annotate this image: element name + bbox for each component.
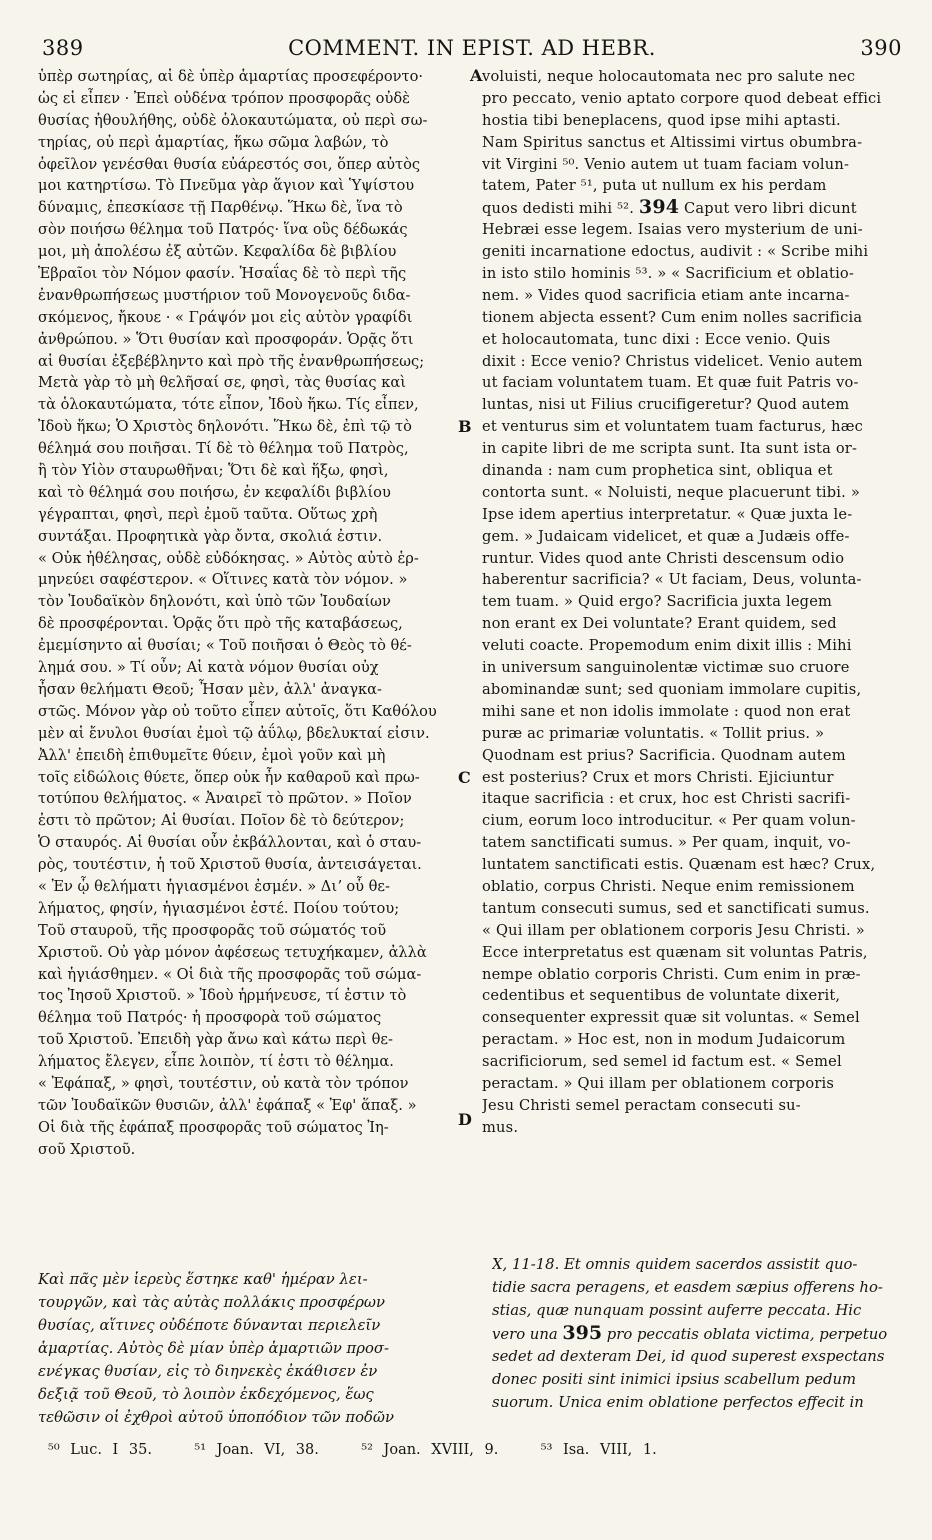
latin-line: Ipse idem apertius interpretatur. « Quæ juxta le- [482, 505, 853, 523]
latin-line: dixit : Ecce venio? Christus videlicet. Venio autem [482, 352, 863, 370]
latin-line: tatem, Pater ⁵¹, puta ut nullum ex his perdam [482, 177, 827, 195]
latin-line: in isto stilo hominis ⁵³. » « Sacrificium et oblatio- [482, 265, 855, 283]
latin-line: tionem abjecta essent? Cum enim nolles sacrificia [482, 308, 863, 326]
latin-line: abominandæ sunt; sed quoniam immolare cupitis, [482, 680, 862, 698]
greek-line: δύναμις, ἐπεσκίασε τῇ Παρθένῳ. Ἥκω δὲ, ἵνα τὸ [38, 199, 403, 217]
greek-line: σκόμενος, ἤκουε · « Γράψόν μοι εἰς αὐτὸν γραφίδι [38, 308, 413, 326]
greek-line: « Ἐφάπαξ, » φησὶ, τουτέστιν, οὐ κατὰ τὸν τρόπον [38, 1074, 409, 1092]
latin-verse-block [492, 1253, 902, 1414]
latin-verse-line: stias, quæ nunquam possint auferre peccata. Hic [492, 1302, 862, 1319]
latin-verse-line: tidie sacra peragens, et easdem sæpius offerens ho- [492, 1279, 883, 1296]
latin-line: oblatio, corpus Christi. Neque enim remissionem [482, 877, 855, 895]
greek-line: τος Ἰησοῦ Χριστοῦ. » Ἰδοὺ ἡρμήνευσε, τί ἐστιν τὸ [38, 987, 407, 1005]
greek-line: ρὸς, τουτέστιν, ἡ τοῦ Χριστοῦ θυσία, ἀντεισάγεται. [38, 856, 422, 874]
latin-line: itaque sacrificia : et crux, hoc est Christi sacrifi- [482, 790, 851, 808]
latin-verse-line: X, 11-18. Et omnis quidem sacerdos assistit quo- [492, 1256, 858, 1273]
latin-line: cedentibus et sequentibus de voluntate dixerit, [482, 987, 841, 1005]
latin-line: veluti coacte. Propemodum enim dixit illis : Mihi [482, 637, 852, 655]
greek-line: τῶν Ἰουδαϊκῶν θυσιῶν, ἀλλ' ἐφάπαξ « Ἐφ' ἅπαξ. » [38, 1096, 417, 1114]
latin-verse-line [492, 1322, 902, 1345]
margin-letter-d: D [458, 1110, 472, 1129]
margin-letter-c: C [458, 768, 471, 787]
page-header [42, 36, 902, 70]
greek-line: Τοῦ σταυροῦ, τῆς προσφορᾶς τοῦ σώματός τοῦ [38, 921, 387, 939]
greek-line: λήματος ἔλεγεν, εἶπε λοιπὸν, τί ἐστι τὸ θέλημα. [38, 1053, 394, 1071]
greek-verse-line: ἁμαρτίας. Αὐτὸς δὲ μίαν ὑπὲρ ἁμαρτιῶν προσ- [38, 1340, 389, 1357]
greek-line: Ἀλλ' ἐπειδὴ ἐπιθυμεῖτε θύειν, ἐμοὶ γοῦν καὶ μὴ [38, 746, 386, 764]
latin-text: quos dedisti mihi ⁵². [482, 200, 635, 218]
footnote: ⁵¹ Joan. VI, 38. [194, 1442, 319, 1458]
latin-line: tem tuam. » Quid ergo? Sacrificia juxta legem [482, 593, 833, 611]
greek-line: ἦσαν θελήματι Θεοῦ; Ἦσαν μὲν, ἀλλ' ἀναγκα- [38, 680, 382, 698]
greek-line: καὶ τὸ θέλημά σου ποιήσω, ἐν κεφαλίδι βιβλίου [38, 483, 391, 501]
greek-verse-line: Καὶ πᾶς μὲν ἱερεὺς ἕστηκε καθ' ἡμέραν λει- [38, 1271, 368, 1288]
latin-line: « Qui illam per oblationem corporis Jesu Christi. » [482, 921, 865, 939]
latin-verse-line: sedet ad dexteram Dei, id quod superest exspectans [492, 1348, 885, 1365]
greek-line: ἐστι τὸ πρῶτον; Αἱ θυσίαι. Ποῖον δὲ τὸ δεύτερον; [38, 812, 405, 830]
greek-line: τὰ ὁλοκαυτώματα, τότε εἶπον, Ἰδοὺ ἥκω. Τίς εἶπεν, [38, 396, 419, 414]
latin-verse-text: vero una [492, 1326, 558, 1343]
latin-line: Ecce interpretatus est quænam sit voluntas Patris, [482, 943, 868, 961]
greek-line: τὸν Ἰουδαϊκὸν δηλονότι, καὶ ὑπὸ τῶν Ἰουδαίων [38, 593, 391, 611]
greek-line: Ὁ σταυρός. Αἱ θυσίαι οὖν ἐκβάλλονται, καὶ ὁ σταυ- [38, 834, 422, 852]
latin-line: Quodnam est prius? Sacrificia. Quodnam autem [482, 746, 846, 764]
latin-line: ut faciam voluntatem tuam. Et quæ fuit Patris vo- [482, 374, 859, 392]
greek-line: « Ἐν ᾧ θελήματι ἡγιασμένοι ἐσμέν. » Διʼ οὗ θε- [38, 877, 390, 895]
latin-line: tantum consecuti sumus, sed et sanctificati sumus. [482, 899, 870, 917]
latin-line: peractam. » Qui illam per oblationem corporis [482, 1074, 835, 1092]
latin-verse-text: pro peccatis oblata victima, perpetuo [606, 1326, 888, 1343]
latin-line: nem. » Vides quod sacrificia etiam ante incarna- [482, 286, 850, 304]
latin-line: tatem sanctificati sumus. » Per quam, inquit, vo- [482, 834, 851, 852]
footnote: ⁵⁰ Luc. I 35. [48, 1442, 152, 1458]
greek-line: σοῦ Χριστοῦ. [38, 1140, 136, 1158]
running-title: COMMENT. IN EPIST. AD HEBR. [288, 36, 656, 60]
greek-verse-block [38, 1268, 468, 1429]
latin-line: Hebræi esse legem. Isaias vero mysterium de uni- [482, 221, 863, 239]
latin-line: mihi sane et non idolis immolate : quod non erat [482, 702, 851, 720]
column-number-394: 394 [638, 197, 680, 219]
latin-line: hostia tibi beneplacens, quod ipse mihi aptasti. [482, 111, 841, 129]
greek-line: αἱ θυσίαι ἐξεβέβληντο καὶ πρὸ τῆς ἐνανθρωπήσεως; [38, 352, 425, 370]
footnotes [48, 1442, 657, 1458]
greek-line: Μετὰ γὰρ τὸ μὴ θελῆσαί σε, φησὶ, τὰς θυσίας καὶ [38, 374, 406, 392]
latin-line: et holocautomata, tunc dixi : Ecce venio. Quis [482, 330, 831, 348]
greek-line: στῶς. Μόνον γὰρ οὐ τοῦτο εἶπεν αὐτοῖς, ὅτι Καθόλου [38, 702, 437, 720]
latin-line: et venturus sim et voluntatem tuam facturus, hæc [482, 418, 864, 436]
latin-line: peractam. » Hoc est, non in modum Judaicorum [482, 1031, 846, 1049]
page-number-right: 390 [860, 36, 902, 60]
latin-line: consequenter expressit quæ sit voluntas. « Semel [482, 1009, 860, 1027]
greek-line: θέλημά σου ποιῆσαι. Τί δὲ τὸ θέλημα τοῦ Πατρὸς, [38, 440, 409, 458]
greek-line: ὑπὲρ σωτηρίας, αἱ δὲ ὑπὲρ ἁμαρτίας προσεφέροντο· [38, 68, 424, 85]
greek-line: μοι, μὴ ἀπολέσω ἐξ αὐτῶν. Κεφαλίδα δὲ βιβλίου [38, 243, 397, 261]
latin-verse-line: donec positi sint inimici ipsius scabellum pedum [492, 1371, 857, 1388]
greek-line: μηνεύει σαφέστερον. « Οἵτινες κατὰ τὸν νόμον. » [38, 571, 408, 589]
greek-line: Οἱ διὰ τῆς ἐφάπαξ προσφορᾶς τοῦ σώματος Ἰη- [38, 1118, 389, 1136]
latin-line: Jesu Christi semel peractam consecuti su- [482, 1096, 801, 1114]
greek-line: ὡς εἰ εἶπεν · Ἐπεὶ οὐδένα τρόπον προσφορᾶς οὐδὲ [38, 89, 410, 107]
greek-line: σὸν ποιήσω θέλημα τοῦ Πατρός· ἵνα οὓς δέδωκάς [38, 221, 408, 239]
greek-line: θέλημα τοῦ Πατρός· ἡ προσφορὰ τοῦ σώματος [38, 1009, 382, 1027]
greek-line: δὲ προσφέρονται. Ὁρᾷς ὅτι πρὸ τῆς καταβάσεως, [38, 615, 403, 633]
latin-line: est posterius? Crux et mors Christi. Ejiciuntur [482, 768, 834, 786]
page-number-left: 389 [42, 36, 84, 60]
margin-letter-a: A [470, 66, 483, 85]
greek-line: γέγραπται, φησὶ, περὶ ἐμοῦ ταῦτα. Οὕτως χρὴ [38, 505, 378, 523]
greek-line: τοτύπου θελήματος. « Ἀναιρεῖ τὸ πρῶτον. » Ποῖον [38, 790, 412, 808]
greek-line: τοῦ Χριστοῦ. Ἐπειδὴ γὰρ ἄνω καὶ κάτω περὶ θε- [38, 1031, 393, 1049]
greek-line: ἐμεμίσηντο αἱ θυσίαι; « Τοῦ ποιῆσαι ὁ Θεὸς τὸ θέ- [38, 637, 412, 655]
latin-line: runtur. Vides quod ante Christi descensum odio [482, 549, 845, 567]
latin-line: geniti incarnatione edoctus, audivit : « Scribe mihi [482, 243, 869, 261]
latin-line: vit Virgini ⁵⁰. Venio autem ut tuam faciam volun- [482, 155, 850, 173]
greek-verse-line: τεθῶσιν οἱ ἐχθροὶ αὐτοῦ ὑποπόδιον τῶν ποδῶν [38, 1409, 394, 1426]
greek-verse-line: ενέγκας θυσίαν, εἰς τὸ διηνεκὲς ἐκάθισεν ἐν [38, 1363, 378, 1380]
greek-line: λήματος, φησίν, ἡγιασμένοι ἐστέ. Ποίου τούτου; [38, 899, 400, 917]
latin-line: Nam Spiritus sanctus et Altissimi virtus obumbra- [482, 133, 863, 151]
greek-line: ἐνανθρωπήσεως μυστήριον τοῦ Μονογενοῦς διδα- [38, 286, 411, 304]
greek-line: « Οὐκ ἠθέλησας, οὐδὲ εὐδόκησας. » Αὐτὸς αὐτὸ ἑρ- [38, 549, 419, 567]
greek-line: θυσίας ἠθουλήθης, οὐδὲ ὁλοκαυτώματα, οὐ περὶ σω- [38, 111, 428, 129]
latin-line: non erant ex Dei voluntate? Erant quidem, sed [482, 615, 837, 633]
latin-line: dinanda : nam cum prophetica sint, obliqua et [482, 462, 833, 480]
greek-verse-line: θυσίας, αἵτινες οὐδέποτε δύνανται περιελεῖν [38, 1317, 381, 1334]
greek-line: ὀφεῖλον γενέσθαι θυσία εὐάρεστός σοι, ὅπερ αὐτὸς [38, 155, 421, 173]
column-number-395: 395 [562, 1322, 603, 1344]
latin-column [482, 66, 902, 1139]
greek-column [38, 66, 468, 1161]
latin-line: contorta sunt. « Noluisti, neque placuerunt tibi. » [482, 483, 860, 501]
greek-line: τηρίας, οὐ περὶ ἁμαρτίας, ἥκω σῶμα λαβών, τὸ [38, 133, 389, 151]
latin-line: luntatem sanctificati estis. Quænam est hæc? Crux, [482, 856, 876, 874]
latin-line: in capite libri de me scripta sunt. Ita sunt ista or- [482, 440, 858, 458]
margin-letter-b: B [458, 417, 472, 436]
latin-line: gem. » Judaicam videlicet, et quæ a Judæis offe- [482, 527, 850, 545]
latin-line: cium, eorum loco introducitur. « Per quam volun- [482, 812, 856, 830]
latin-verse-line: suorum. Unica enim oblatione perfectos effecit in [492, 1394, 864, 1411]
greek-verse-line: δεξιᾷ τοῦ Θεοῦ, τὸ λοιπὸν ἐκδεχόμενος, ἕως [38, 1386, 374, 1403]
latin-line: pro peccato, venio aptato corpore quod debeat effici [482, 89, 882, 107]
latin-line: nempe oblatio corporis Christi. Cum enim in præ- [482, 965, 861, 983]
greek-line: τοῖς εἰδώλοις θύετε, ὅπερ οὐκ ἦν καθαροῦ καὶ πρω- [38, 768, 420, 786]
greek-line: ἢ τὸν Υἱὸν σταυρωθῆναι; Ὅτι δὲ καὶ ἥξω, φησὶ, [38, 462, 389, 480]
latin-line: mus. [482, 1118, 519, 1136]
greek-line: λημά σου. » Τί οὖν; Αἱ κατὰ νόμον θυσίαι οὐχ [38, 659, 379, 677]
latin-text: Caput vero libri dicunt [684, 200, 857, 218]
latin-line: puræ ac primariæ voluntatis. « Tollit prius. » [482, 724, 825, 742]
greek-line: Ἰδοὺ ἥκω; Ὁ Χριστὸς δηλονότι. Ἥκω δὲ, ἐπὶ τῷ τὸ [38, 418, 412, 436]
greek-line: καὶ ἡγιάσθημεν. « Οἱ διὰ τῆς προσφορᾶς τοῦ σώμα- [38, 965, 422, 983]
latin-line: sacrificiorum, sed semel id factum est. « Semel [482, 1053, 842, 1071]
greek-line: ἀνθρώπου. » Ὅτι θυσίαν καὶ προσφοράν. Ὁρᾷς ὅτι [38, 330, 414, 348]
footnote: ⁵³ Isa. VIII, 1. [540, 1442, 657, 1458]
greek-line: Χριστοῦ. Οὐ γὰρ μόνον ἀφέσεως τετυχήκαμεν, ἀλλὰ [38, 943, 427, 961]
greek-line: μὲν αἱ ἔνυλοι θυσίαι ἐμοὶ τῷ ἀΰλῳ, βδελυκταί εἰσιν. [38, 724, 430, 742]
greek-line: συντάξαι. Προφητικὰ γὰρ ὄντα, σκολιά ἐστιν. [38, 527, 383, 545]
latin-line: voluisti, neque holocautomata nec pro salute nec [482, 68, 856, 85]
greek-line: Ἑβραῖοι τὸν Νόμον φασίν. Ἡσαΐας δὲ τὸ περὶ τῆς [38, 265, 407, 283]
latin-line [482, 197, 902, 219]
latin-line: luntas, nisi ut Filius crucifigeretur? Quod autem [482, 396, 850, 414]
greek-line: μοι κατηρτίσω. Τὸ Πνεῦμα γὰρ ἅγιον καὶ Ὑψίστου [38, 177, 415, 195]
footnote: ⁵² Joan. XVIII, 9. [361, 1442, 499, 1458]
greek-verse-line: τουργῶν, καὶ τὰς αὐτὰς πολλάκις προσφέρων [38, 1294, 385, 1311]
latin-line: haberentur sacrificia? « Ut faciam, Deus, volunta- [482, 571, 862, 589]
latin-line: in universum sanguinolentæ victimæ suo cruore [482, 659, 850, 677]
